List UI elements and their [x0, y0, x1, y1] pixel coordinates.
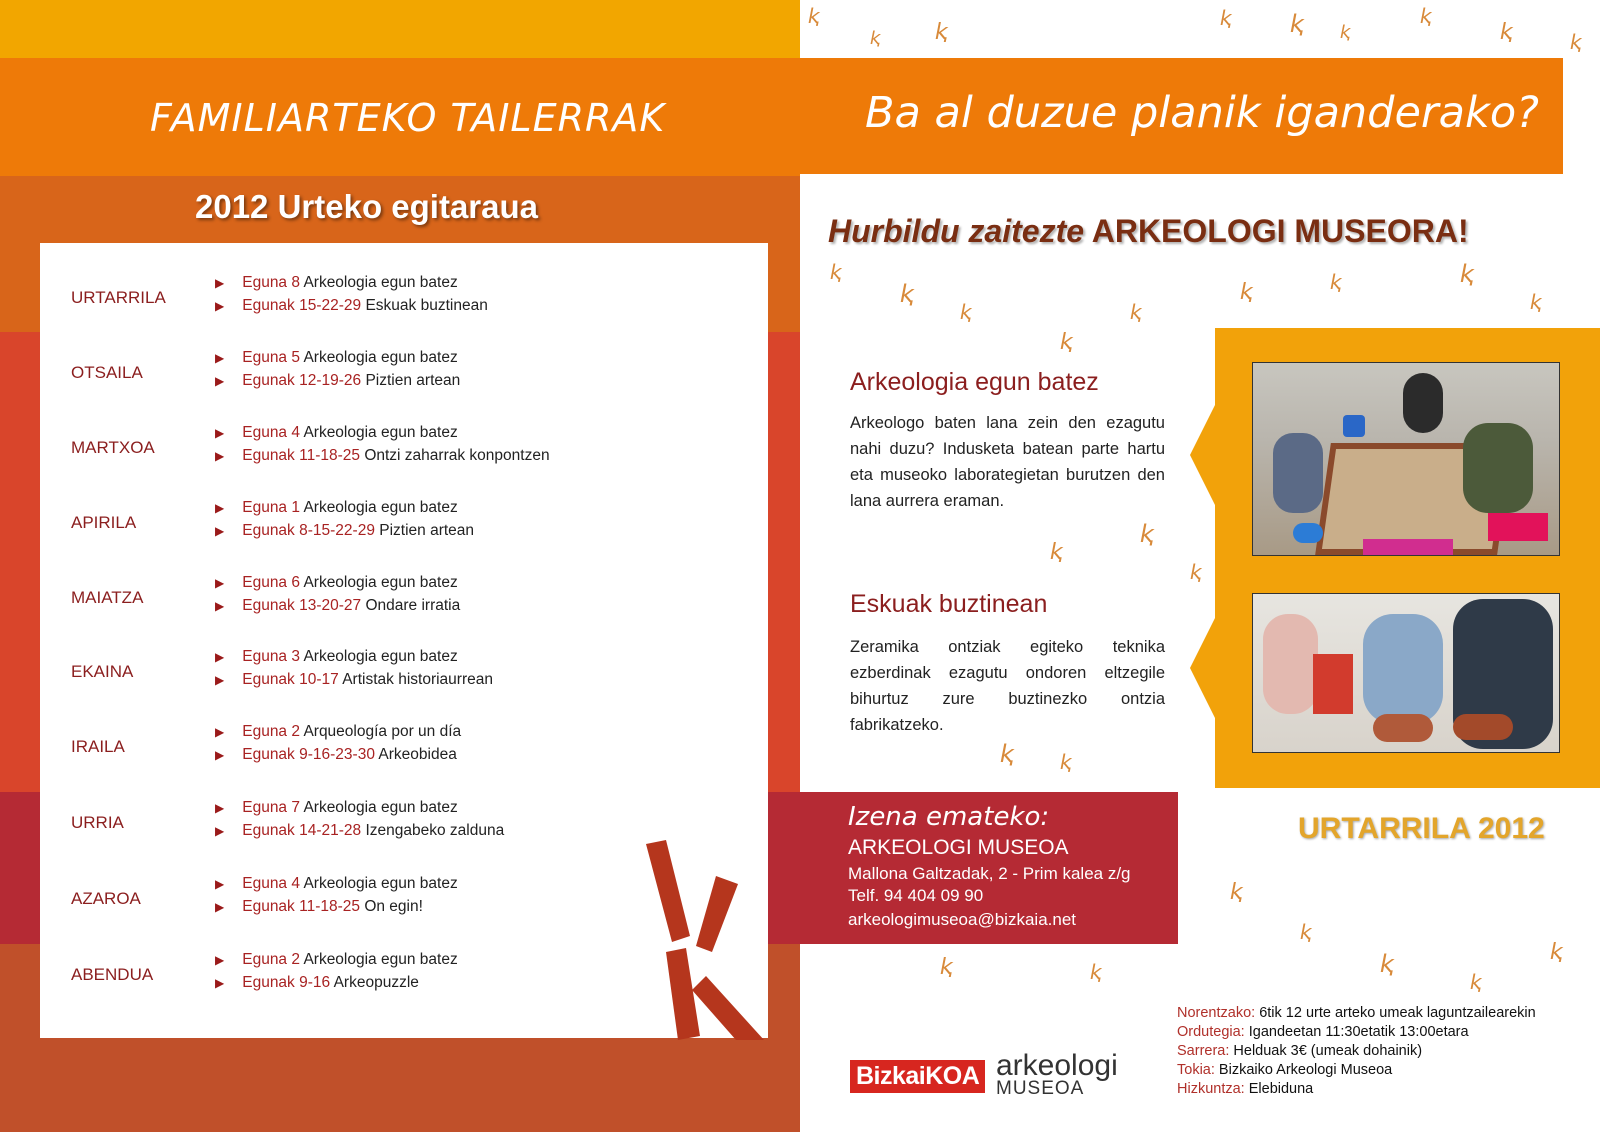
info-line: Sarrera: Helduak 3€ (umeak dohainik)	[1177, 1043, 1423, 1059]
event-line: ▶ Egunak 13-20-27 Ondare irratia	[215, 597, 461, 614]
month-name: ABENDUA	[71, 965, 154, 984]
arrow-icon: ▶	[215, 599, 225, 613]
info-line: Norentzako: 6tik 12 urte arteko umeak laguntzailearekin	[1177, 1005, 1536, 1021]
month-name: MARTXOA	[71, 438, 155, 457]
photo-arrow-icon	[1190, 608, 1220, 728]
museoa-logo: MUSEOA	[996, 1078, 1085, 1099]
photo-arrow-icon	[1190, 395, 1220, 515]
info-line: Hizkuntza: Elebiduna	[1177, 1081, 1314, 1097]
month-row	[40, 274, 768, 324]
address: Mallona Galtzadak, 2 - Prim kalea z/g	[848, 864, 1131, 883]
event-line: ▶ Egunak 8-15-22-29 Piztien artean	[215, 522, 475, 539]
event-line: ▶ Egunak 14-21-28 Izengabeko zalduna	[215, 822, 505, 839]
arrow-icon: ▶	[215, 351, 225, 365]
section-title: Arkeologia egun batez	[850, 368, 1099, 396]
event-line: ▶ Eguna 4 Arkeologia egun batez	[215, 424, 458, 441]
k-mark-icon: ⱪ	[1230, 880, 1243, 905]
arrow-icon: ▶	[215, 900, 225, 914]
program-subtitle: 2012 Urteko egitaraua	[195, 188, 539, 225]
k-mark-icon: ⱪ	[1420, 4, 1432, 28]
month-row	[40, 424, 768, 474]
k-mark-icon: ⱪ	[940, 955, 953, 980]
arrow-icon: ▶	[215, 576, 225, 590]
page-title: FAMILIARTEKO TAILERRAK	[150, 96, 666, 140]
arrow-icon: ▶	[215, 501, 225, 515]
k-mark-icon: ⱪ	[1380, 950, 1394, 978]
event-line: ▶ Eguna 1 Arkeologia egun batez	[215, 499, 458, 516]
month-row	[40, 349, 768, 399]
k-mark-icon: ⱪ	[1530, 290, 1542, 314]
k-mark-icon: ⱪ	[1340, 22, 1351, 43]
arrow-icon: ▶	[215, 449, 225, 463]
event-line: ▶ Egunak 11-18-25 Ontzi zaharrak konpontzen	[215, 447, 550, 464]
k-mark-icon: ⱪ	[1090, 960, 1102, 984]
event-line: ▶ Egunak 15-22-29 Eskuak buztinean	[215, 297, 488, 314]
event-line: ▶ Eguna 2 Arkeologia egun batez	[215, 951, 458, 968]
k-logo-icon	[640, 840, 770, 1040]
event-line: ▶ Egunak 9-16 Arkeopuzzle	[215, 974, 419, 991]
event-line: ▶ Egunak 12-19-26 Piztien artean	[215, 372, 461, 389]
section-title: Eskuak buztinean	[850, 590, 1048, 618]
event-line: ▶ Eguna 8 Arkeologia egun batez	[215, 274, 458, 291]
k-mark-icon: ⱪ	[1500, 20, 1513, 45]
museum-name: ARKEOLOGI MUSEOA	[848, 836, 1069, 859]
event-line: ▶ Egunak 9-16-23-30 Arkeobidea	[215, 746, 457, 763]
arrow-icon: ▶	[215, 650, 225, 664]
section-text: Zeramika ontziak egiteko teknika ezberdinak ezagutu ondoren eltzegile bihurtuz zure buztinezko ontzia fabrikatzeko.	[850, 638, 1165, 734]
event-line: ▶ Eguna 7 Arkeologia egun batez	[215, 799, 458, 816]
k-mark-icon: ⱪ	[1240, 280, 1253, 305]
month-name: EKAINA	[71, 662, 134, 681]
arrow-icon: ▶	[215, 976, 225, 990]
k-mark-icon: ⱪ	[1060, 330, 1073, 355]
k-mark-icon: ⱪ	[1050, 540, 1063, 565]
event-line: ▶ Egunak 11-18-25 On egin!	[215, 898, 423, 915]
phone: Telf. 94 404 09 90	[848, 886, 984, 905]
k-mark-icon: ⱪ	[1140, 520, 1154, 548]
event-line: ▶ Eguna 5 Arkeologia egun batez	[215, 349, 458, 366]
k-mark-icon: ⱪ	[1300, 920, 1312, 944]
arrow-icon: ▶	[215, 877, 225, 891]
event-line: ▶ Egunak 10-17 Artistak historiaurrean	[215, 671, 493, 688]
arrow-icon: ▶	[215, 748, 225, 762]
arkeologi-logo: arkeologi	[996, 1049, 1118, 1082]
event-line: ▶ Eguna 6 Arkeologia egun batez	[215, 574, 458, 591]
arrow-icon: ▶	[215, 725, 225, 739]
month-name: OTSAILA	[71, 363, 143, 382]
arrow-icon: ▶	[215, 374, 225, 388]
event-line: ▶ Eguna 4 Arkeologia egun batez	[215, 875, 458, 892]
k-mark-icon: ⱪ	[1060, 750, 1072, 774]
month-name: AZAROA	[71, 889, 141, 908]
month-name: APIRILA	[71, 513, 137, 532]
month-row	[40, 499, 768, 549]
band-yellow	[0, 0, 800, 58]
k-mark-icon: ⱪ	[870, 28, 881, 49]
banner-question: Ba al duzue planik iganderako?	[865, 88, 1539, 138]
k-mark-icon: ⱪ	[808, 4, 820, 28]
k-mark-icon: ⱪ	[1190, 560, 1202, 584]
arrow-icon: ▶	[215, 673, 225, 687]
k-mark-icon: ⱪ	[935, 20, 948, 45]
arrow-icon: ▶	[215, 426, 225, 440]
k-mark-icon: ⱪ	[960, 300, 972, 324]
k-mark-icon: ⱪ	[1330, 270, 1342, 294]
month-row	[40, 574, 768, 624]
k-mark-icon: ⱪ	[900, 280, 914, 308]
month-row	[40, 648, 768, 698]
excavation-photo	[1252, 362, 1560, 556]
arrow-icon: ▶	[215, 824, 225, 838]
month-name: URRIA	[71, 813, 124, 832]
arrow-icon: ▶	[215, 801, 225, 815]
k-mark-icon: ⱪ	[830, 260, 842, 284]
month-name: MAIATZA	[71, 588, 144, 607]
email-link[interactable]: arkeologimuseoa@bizkaia.net	[848, 910, 1076, 929]
bizkaikoa-logo: BizkaiKOA	[850, 1060, 985, 1093]
arrow-icon: ▶	[215, 299, 225, 313]
month-name: IRAILA	[71, 737, 125, 756]
headline: Hurbildu zaitezte ARKEOLOGI MUSEORA!	[828, 213, 1469, 249]
k-mark-icon: ⱪ	[1550, 940, 1563, 965]
month-name: URTARRILA	[71, 288, 166, 307]
info-line: Ordutegia: Igandeetan 11:30etatik 13:00etara	[1177, 1024, 1469, 1040]
month-row	[40, 723, 768, 773]
k-mark-icon: ⱪ	[1460, 260, 1474, 288]
registration-title: Izena emateko:	[848, 802, 1050, 832]
event-line: ▶ Eguna 2 Arqueología por un día	[215, 723, 462, 740]
arrow-icon: ▶	[215, 524, 225, 538]
k-mark-icon: ⱪ	[1130, 300, 1142, 324]
section-text: Arkeologo baten lana zein den ezagutu nahi duzu? Indusketa batean parte hartu eta museoko laborategietan burutzen den lana aurrera eraman.	[850, 414, 1165, 510]
k-mark-icon: ⱪ	[1570, 30, 1582, 54]
k-mark-icon: ⱪ	[1290, 10, 1304, 38]
arrow-icon: ▶	[215, 276, 225, 290]
event-line: ▶ Eguna 3 Arkeologia egun batez	[215, 648, 458, 665]
month-year-label: URTARRILA 2012	[1298, 812, 1545, 845]
info-line: Tokia: Bizkaiko Arkeologi Museoa	[1177, 1062, 1393, 1078]
arrow-icon: ▶	[215, 953, 225, 967]
k-mark-icon: ⱪ	[1220, 6, 1232, 30]
k-mark-icon: ⱪ	[1000, 740, 1014, 768]
k-mark-icon: ⱪ	[1470, 970, 1482, 994]
pottery-photo	[1252, 593, 1560, 753]
